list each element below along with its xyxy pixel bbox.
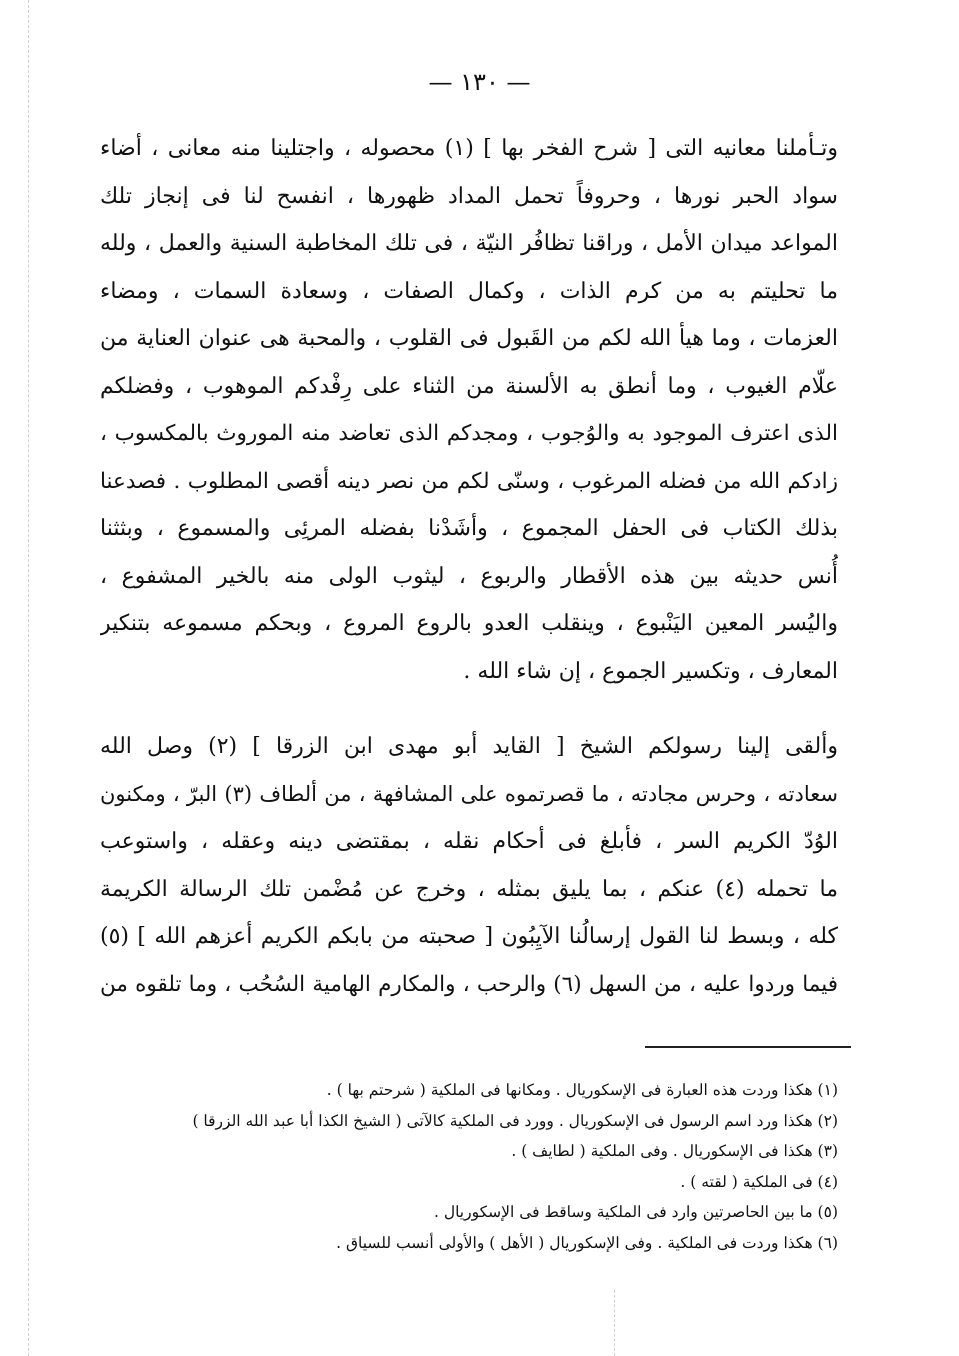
text-line: سعادته ، وحرس مجادته ، ما قصرتموه على المشافهة ، من ألطاف (٣) البرّ ، ومكنون <box>100 781 838 806</box>
footnotes <box>110 1075 838 1258</box>
paragraph-2 <box>100 723 838 1008</box>
text-line: الذى اعترف الموجود به والوُجوب ، ومجدكم الذى تعاضد منه الموروث بالمكسوب ، <box>100 421 838 446</box>
text-line: فيما وردوا عليه ، من السهل (٦) والرحب ، والمكارم الهامية السُحُب ، وما تلقوه من <box>100 971 838 997</box>
footnote: (٢) هكذا ورد اسم الرسول فى الإسكوريال . وورد فى الملكية كالآتى ( الشيخ الكذا أبا عبد الله الزرقا ) <box>192 1111 838 1130</box>
text-line: ما تحمله (٤) عنكم ، بما يليق بمثله ، وخرج عن مُضْمن تلك الرسالة الكريمة <box>100 876 838 902</box>
text-line: علّام الغيوب ، وما أنطق به الألسنة من الثناء على رِفْدكم الموهوب ، وفضلكم <box>100 373 838 399</box>
text-line: الوُدّ الكريم السر ، فأبلغ فى أحكام نقله ، بمقتضى دينه وعقله ، واستوعب <box>100 829 838 854</box>
text-line: كله ، وبسط لنا القول إرسالُنا الآيِبُون [ صحبته من بابكم الكريم أعزهم الله ] (٥) <box>100 924 838 949</box>
text-line: المواعد ميدان الأمل ، وراقنا تظافُر النيّة ، فى تلك المخاطبة السنية والعمل ، ولله <box>100 231 838 256</box>
footnote: (٦) هكذا وردت فى الملكية . وفى الإسكوريال ( الأهل ) والأولى أنسب للسياق . <box>336 1233 838 1252</box>
footnote: (٣) هكذا فى الإسكوريال . وفى الملكية ( لطايف ) . <box>511 1142 838 1160</box>
main-text <box>100 125 838 1008</box>
text-line: ما تحليتم به من كرم الذات ، وكمال الصفات ، وسعادة السمات ، ومضاء <box>100 278 838 304</box>
text-line: أُنس حديثه بين هذه الأقطار والربوع ، ليثوب الولى منه بالخير المشفوع ، <box>100 563 838 589</box>
footnote: (١) هكذا وردت هذه العبارة فى الإسكوريال . ومكانها فى الملكية ( شرحتم بها ) . <box>326 1081 838 1099</box>
text-line: وألقى إلينا رسولكم الشيخ [ القايد أبو مهدى ابن الزرقا ] (٢) وصل الله <box>100 734 838 759</box>
scan-fold-line <box>614 1290 615 1356</box>
footnote: (٤) فى الملكية ( لقته ) . <box>680 1172 838 1191</box>
text-line: واليُسر المعين اليَنْبوع ، وينقلب العدو بالروع المروع ، وبحكم مسموعه بتنكير <box>100 611 838 636</box>
text-line: زادكم الله من فضله المرغوب ، وسنّى لكم من نصر دينه أقصى المطلوب . فصدعنا <box>100 468 838 494</box>
paragraph-1 <box>100 125 838 695</box>
text-line: المعارف ، وتكسير الجموع ، إن شاء الله . <box>463 658 838 684</box>
paragraph-gap <box>100 695 838 723</box>
text-line: العزمات ، وما هيأ الله لكم من القَبول فى القلوب ، والمحبة هى عنوان العناية من <box>100 326 838 351</box>
footnote: (٥) ما بين الحاصرتين وارد فى الملكية وساقط فى الإسكوريال . <box>433 1203 838 1221</box>
text-line: سواد الحبر نورها ، وحروفاً تحمل المداد ظهورها ، انفسح لنا فى إنجاز تلك <box>100 183 838 209</box>
page-number: — ١٣٠ — <box>428 68 531 96</box>
text-line: بذلك الكتاب فى الحفل المجموع ، وأشَدْنا بفضله المرئِى والمسموع ، وبثثنا <box>100 516 838 541</box>
scan-margin-line <box>28 0 29 1356</box>
footnote-divider <box>645 1046 851 1048</box>
text-line: وتـأملنا معانيه التى [ شرح الفخر بها ] (١) محصوله ، واجتلينا منه معانى ، أضاء <box>100 136 838 161</box>
